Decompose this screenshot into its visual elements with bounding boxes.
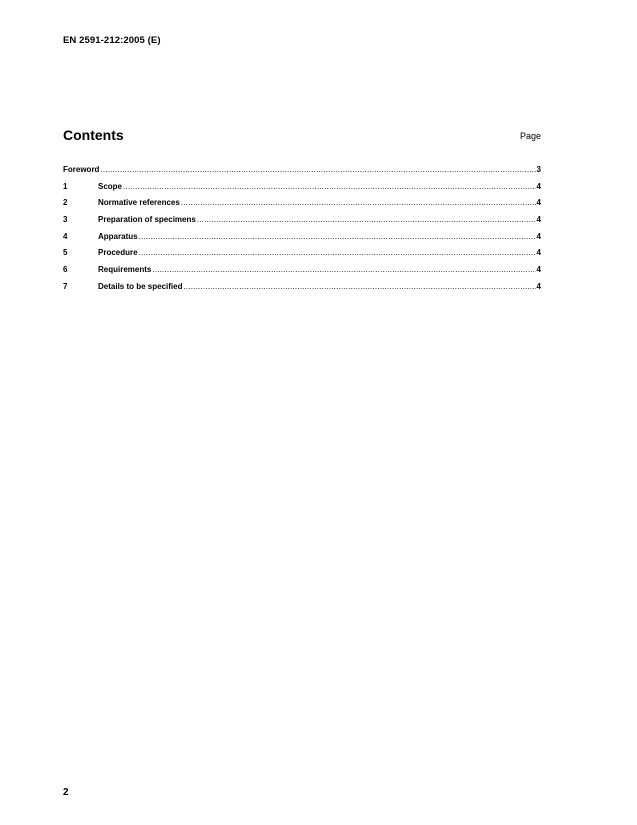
document-id-header: EN 2591-212:2005 (E) bbox=[63, 35, 161, 46]
toc-entry-procedure[interactable] bbox=[63, 248, 541, 265]
page-column-label: Page bbox=[519, 131, 541, 141]
toc-entry-requirements[interactable] bbox=[63, 265, 541, 282]
toc-entry-page: 4 bbox=[536, 281, 541, 291]
toc-entry-number: 3 bbox=[63, 215, 68, 225]
toc-entry-title: Requirements bbox=[98, 265, 152, 275]
toc-entry-page: 4 bbox=[536, 215, 541, 225]
toc-entry-number: 6 bbox=[63, 265, 68, 275]
toc-entry-page: 4 bbox=[536, 231, 541, 241]
contents-heading: Contents bbox=[63, 127, 124, 143]
toc-entry-number: 2 bbox=[63, 198, 68, 208]
toc-entry-title: Preparation of specimens bbox=[98, 215, 196, 225]
toc-entry-number: 5 bbox=[63, 248, 68, 258]
toc-entry-page: 4 bbox=[536, 181, 541, 191]
toc-entry-number: 7 bbox=[63, 281, 68, 291]
toc-dot-leader bbox=[181, 198, 536, 207]
page-number: 2 bbox=[63, 787, 69, 798]
toc-entry-page: 4 bbox=[536, 265, 541, 275]
toc-entry-details-to-be-specified[interactable] bbox=[63, 282, 541, 299]
toc-dot-leader bbox=[197, 215, 536, 224]
toc-entry-page: 4 bbox=[536, 198, 541, 208]
toc-entry-title: Foreword bbox=[63, 165, 100, 174]
toc-dot-leader bbox=[123, 182, 536, 191]
toc-dot-leader bbox=[139, 232, 536, 241]
toc-entry-title: Normative references bbox=[98, 198, 180, 208]
toc-entry-page: 3 bbox=[536, 165, 541, 174]
toc-entry-apparatus[interactable] bbox=[63, 232, 541, 249]
toc-entry-scope[interactable] bbox=[63, 182, 541, 199]
toc-entry-number: 4 bbox=[63, 231, 68, 241]
toc-entry-title: Apparatus bbox=[98, 231, 138, 241]
toc-entry-title: Details to be specified bbox=[98, 281, 183, 291]
toc-entry-foreword[interactable] bbox=[63, 165, 541, 182]
toc-entry-number: 1 bbox=[63, 181, 68, 191]
toc-entry-page: 4 bbox=[536, 248, 541, 258]
toc-entry-normative-references[interactable] bbox=[63, 198, 541, 215]
toc-entry-title: Scope bbox=[98, 181, 123, 191]
toc-entry-preparation-of-specimens[interactable] bbox=[63, 215, 541, 232]
toc-entry-title: Procedure bbox=[98, 248, 138, 258]
toc-dot-leader bbox=[100, 165, 535, 174]
toc-dot-leader bbox=[139, 248, 536, 257]
toc-dot-leader bbox=[152, 265, 535, 274]
table-of-contents bbox=[63, 165, 541, 299]
toc-dot-leader bbox=[183, 282, 535, 291]
